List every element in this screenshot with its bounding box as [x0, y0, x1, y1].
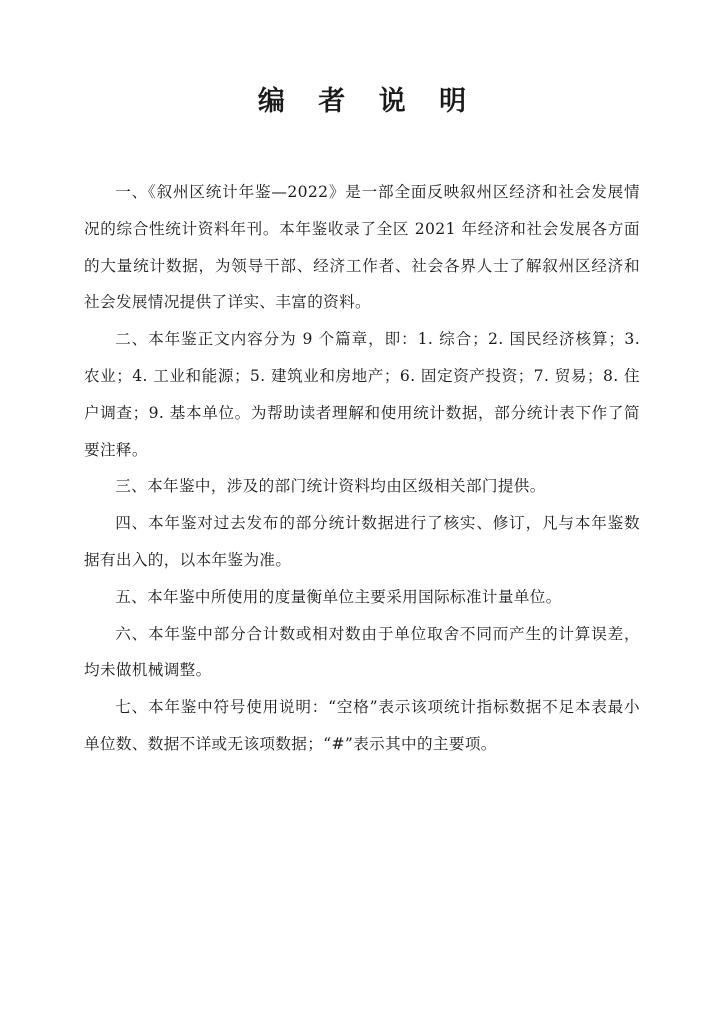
document-body: [84, 174, 640, 763]
paragraph-1: 一、《叙州区统计年鉴—2022》是一部全面反映叙州区经济和社会发展情况的综合性统计资料年刊。本年鉴收录了全区 2021 年经济和社会发展各方面的大量统计数据，为领导干部、经济工作者、社会各界人士了解叙州区经济和社会发展情况提供了详实、丰富的资料。: [84, 183, 640, 312]
page-title: 编 者 说 明: [257, 86, 479, 117]
paragraph-6: 六、本年鉴中部分合计数或相对数由于单位取舍不同而产生的计算误差，均未做机械调整。: [84, 624, 640, 680]
paragraph-2: 二、本年鉴正文内容分为 9 个篇章，即：1. 综合；2. 国民经济核算；3. 农业；4. 工业和能源；5. 建筑业和房地产；6. 固定资产投资；7. 贸易；8. 住户调查；9. 基本单位。为帮助读者理解和使用统计数据，部分统计表下作了简要注释。: [84, 330, 640, 459]
paragraph-7: 七、本年鉴中符号使用说明：“空格”表示该项统计指标数据不足本表最小单位数、数据不详或无该项数据；“#”表示其中的主要项。: [84, 698, 640, 753]
paragraph-5: 五、本年鉴中所使用的度量衡单位主要采用国际标准计量单位。: [115, 587, 562, 606]
paragraph-4: 四、本年鉴对过去发布的部分统计数据进行了核实、修订，凡与本年鉴数据有出入的，以本年鉴为准。: [84, 514, 640, 569]
paragraph-3: 三、本年鉴中，涉及的部门统计资料均由区级相关部门提供。: [115, 477, 546, 496]
